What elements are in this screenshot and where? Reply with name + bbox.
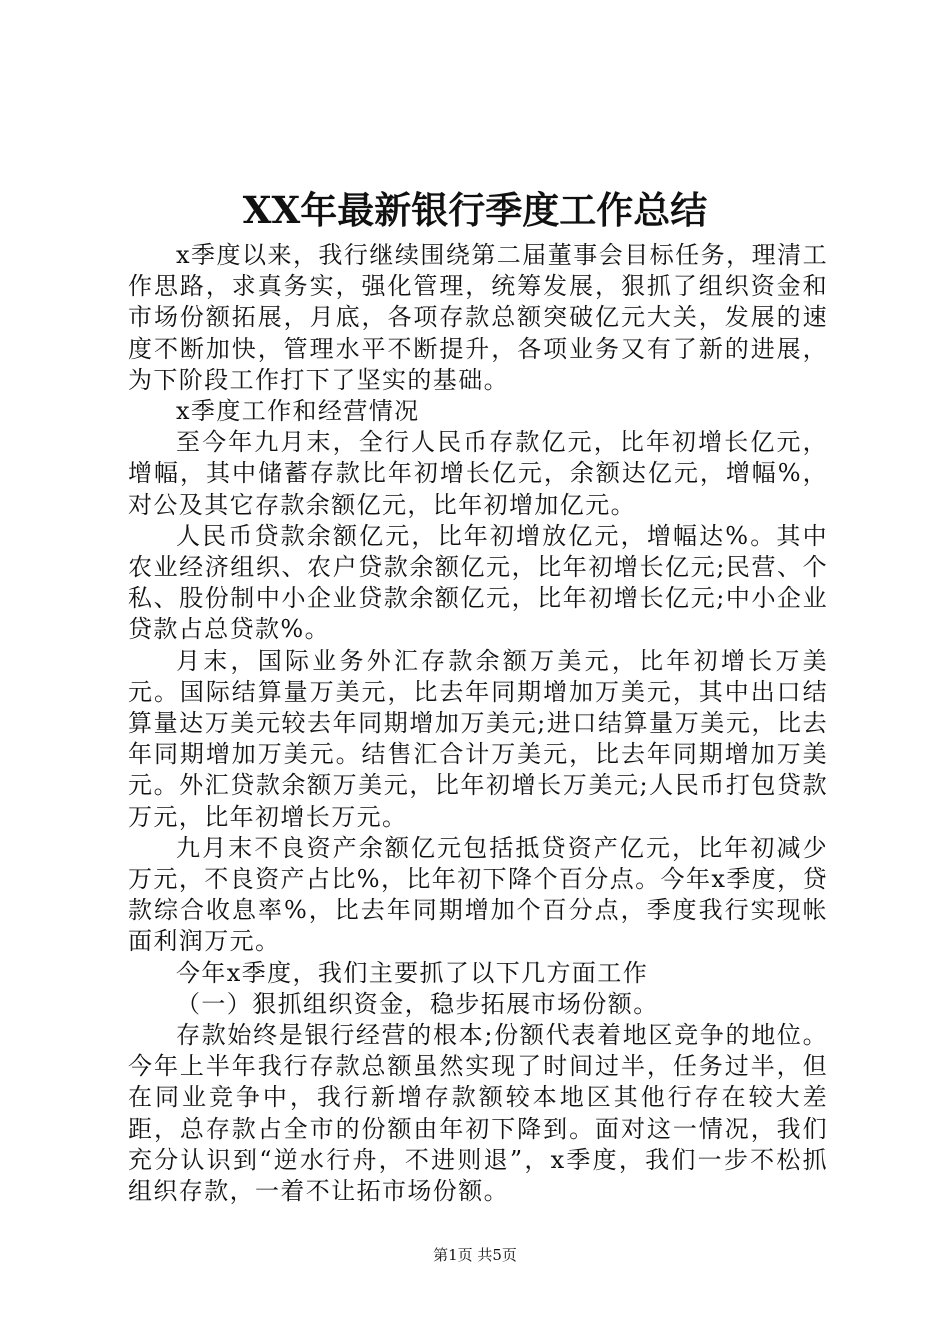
section-heading-operations: x季度工作和经营情况 bbox=[176, 397, 420, 426]
paragraph-main-work-intro: 今年x季度，我们主要抓了以下几方面工作 bbox=[176, 958, 649, 987]
paragraph-non-performing-assets: 九月末不良资产余额亿元包括抵贷资产亿元，比年初减少万元，不良资产占比%，比年初下降个百分点。今年x季度，贷款综合收息率%，比去年同期增加个百分点，季度我行实现帐面利润万元。 bbox=[128, 833, 828, 956]
paragraph-intro: x季度以来，我行继续围绕第二届董事会目标任务，理清工作思路，求真务实，强化管理，统筹发展，狠抓了组织资金和市场份额拓展，月底，各项存款总额突破亿元大关，发展的速度不断加快，管理水平不断提升，各项业务又有了新的进展，为下阶段工作打下了坚实的基础。 bbox=[128, 241, 828, 394]
document-title: XX年最新银行季度工作总结 bbox=[242, 188, 708, 232]
paragraph-deposit-strategy: 存款始终是银行经营的根本;份额代表着地区竞争的地位。今年上半年我行存款总额虽然实现了时间过半，任务过半，但在同业竞争中，我行新增存款额较本地区其他行存在较大差距，总存款占全市的份额由年初下降到。面对这一情况，我们充分认识到“逆水行舟，不进则退”，x季度，我们一步不松抓组织存款，一着不让拓市场份额。 bbox=[128, 1021, 828, 1206]
page-footer: 第1页 共5页 bbox=[433, 1246, 517, 1264]
document-body bbox=[128, 240, 828, 1207]
subheading-deposits: （一）狠抓组织资金，稳步拓展市场份额。 bbox=[176, 989, 659, 1018]
paragraph-rmb-deposits: 至今年九月末，全行人民币存款亿元，比年初增长亿元，增幅，其中储蓄存款比年初增长亿元，余额达亿元，增幅%，对公及其它存款余额亿元，比年初增加亿元。 bbox=[128, 428, 828, 519]
paragraph-rmb-loans: 人民币贷款余额亿元，比年初增放亿元，增幅达%。其中农业经济组织、农户贷款余额亿元，比年初增长亿元;民营、个私、股份制中小企业贷款余额亿元，比年初增长亿元;中小企业贷款占总贷款%。 bbox=[128, 521, 828, 644]
paragraph-international-business: 月末，国际业务外汇存款余额万美元，比年初增长万美元。国际结算量万美元，比去年同期增加万美元，其中出口结算量达万美元较去年同期增加万美元;进口结算量万美元，比去年同期增加万美元。结售汇合计万美元，比去年同期增加万美元。外汇贷款余额万美元，比年初增长万美元;人民币打包贷款万元，比年初增长万元。 bbox=[128, 646, 828, 831]
